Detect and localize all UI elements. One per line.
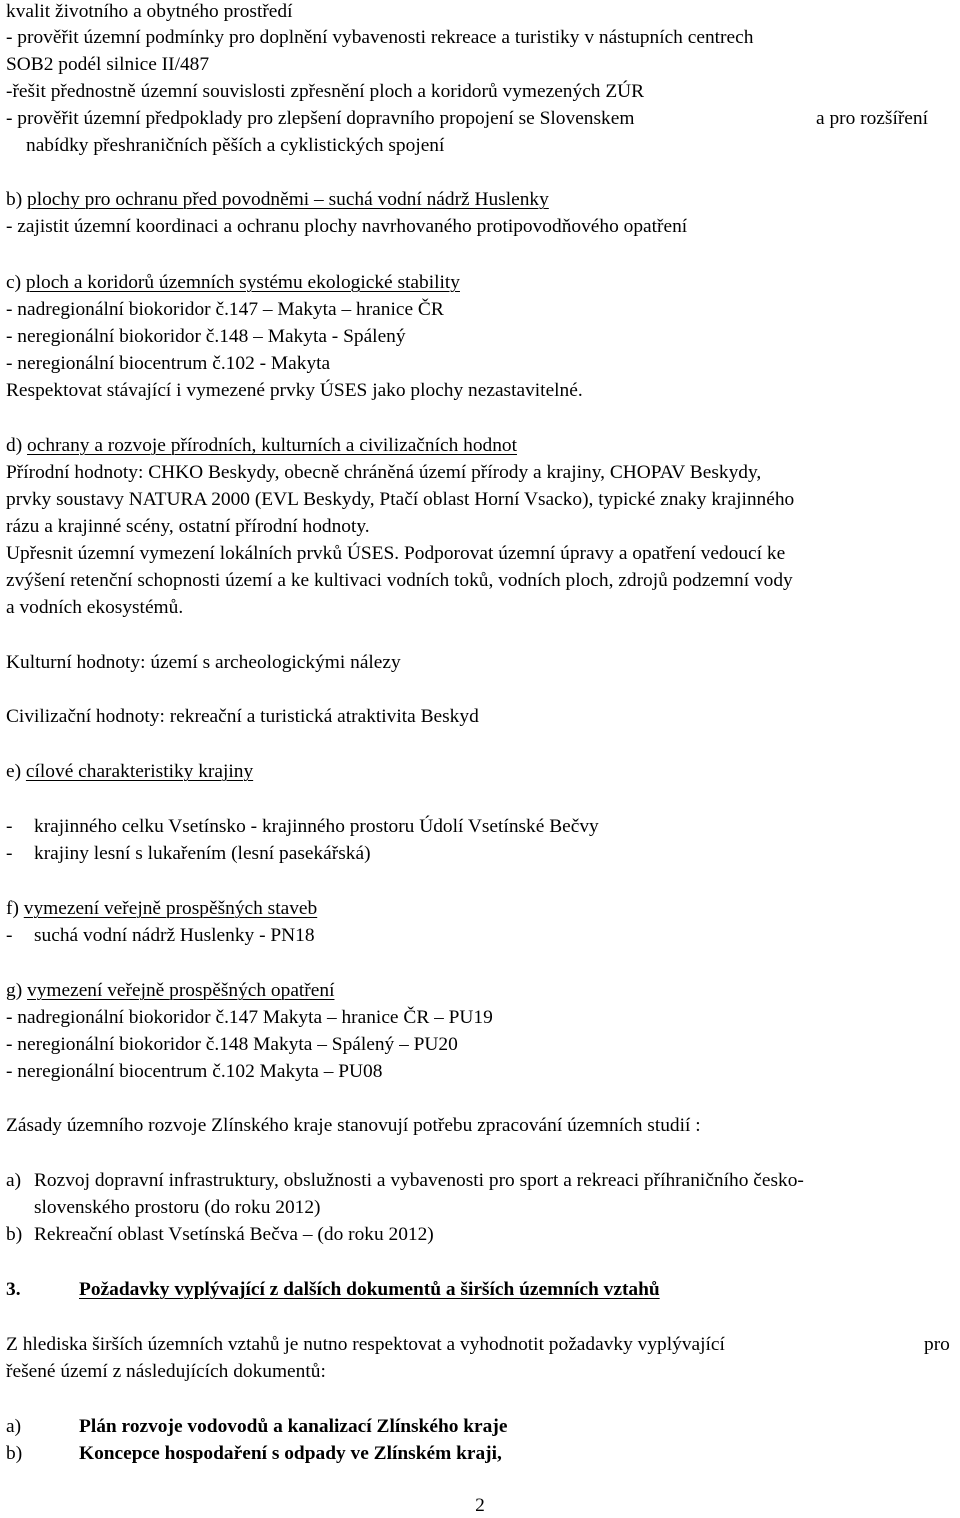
list-item-text: krajinného celku Vsetínsko - krajinného prostoru Údolí Vsetínské Bečvy (34, 816, 599, 837)
list-item-text: Rekreační oblast Vsetínská Bečva – (do roku 2012) (34, 1224, 434, 1245)
section-g-item: - neregionální biokoridor č.148 Makyta – Spálený – PU20 (6, 1034, 458, 1055)
chapter-paragraph-line: Z hlediska širších územních vztahů je nutno respektovat a vyhodnotit požadavky vyplývající (6, 1334, 725, 1355)
chapter-paragraph-line: řešené území z následujících dokumentů: (6, 1361, 326, 1382)
section-b-heading (6, 188, 549, 212)
list-item-text: krajiny lesní s lukařením (lesní pasekářská) (34, 843, 371, 864)
intro-line-3: SOB2 podél silnice II/487 (6, 54, 210, 75)
list-item-text: suchá vodní nádrž Huslenky - PN18 (34, 925, 315, 946)
section-c-item: - neregionální biocentrum č.102 - Makyta (6, 353, 331, 374)
section-g-title: vymezení veřejně prospěšných opatření (27, 980, 335, 1001)
paragraph-line: Přírodní hodnoty: CHKO Beskydy, obecně chráněná území přírody a krajiny, CHOPAV Beskydy, (6, 462, 762, 483)
list-item-text: Rozvoj dopravní infrastruktury, obslužnosti a vybavenosti pro sport a rekreaci příhraničního česko- (34, 1170, 804, 1191)
intro-line-5: - prověřit územní předpoklady pro zlepšení dopravního propojení se Slovenskem (6, 108, 635, 129)
chapter-paragraph-line-end: pro (924, 1334, 950, 1355)
section-g-item: - nadregionální biokoridor č.147 Makyta – hranice ČR – PU19 (6, 1007, 493, 1028)
section-c-note: Respektovat stávající i vymezené prvky ÚSES jako plochy nezastavitelné. (6, 380, 583, 401)
section-f-prefix: f) (6, 898, 24, 919)
list-marker: - (6, 925, 13, 946)
list-marker: b) (6, 1224, 23, 1245)
list-marker: a) (6, 1416, 22, 1437)
section-b-prefix: b) (6, 189, 28, 210)
intro-line-2: - prověřit územní podmínky pro doplnění vybavenosti rekreace a turistiky v nástupních centrech (6, 27, 754, 48)
section-c-item: - neregionální biokoridor č.148 – Makyta - Spálený (6, 326, 406, 347)
section-e-title: cílové charakteristiky krajiny (25, 761, 254, 782)
list-marker: b) (6, 1443, 23, 1464)
list-item (6, 1442, 502, 1466)
section-g-heading (6, 979, 334, 1003)
list-item (6, 1415, 508, 1439)
section-e-heading (6, 760, 253, 784)
intro-line-4: -řešit přednostně územní souvislosti zpřesnění ploch a koridorů vymezených ZÚR (6, 81, 645, 102)
list-item (6, 924, 315, 948)
paragraph-line: prvky soustavy NATURA 2000 (EVL Beskydy, Ptačí oblast Horní Vsacko), typické znaky krajinného (6, 489, 795, 510)
intro-line-5-end: a pro rozšíření (816, 108, 928, 129)
list-item-continuation: slovenského prostoru (do roku 2012) (34, 1197, 321, 1218)
section-g-prefix: g) (6, 980, 28, 1001)
section-b-title: plochy pro ochranu před povodněmi – suchá vodní nádrž Huslenky (27, 189, 549, 210)
zasady-intro: Zásady územního rozvoje Zlínského kraje stanovují potřebu zpracování územních studií : (6, 1115, 701, 1136)
section-d-prefix: d) (6, 435, 28, 456)
section-f-heading (6, 897, 317, 921)
list-marker: - (6, 816, 13, 837)
list-item-text: Koncepce hospodaření s odpady ve Zlínském kraji, (79, 1443, 502, 1464)
section-f-title: vymezení veřejně prospěšných staveb (23, 898, 318, 919)
intro-line-1: kvalit životního a obytného prostředí (6, 1, 293, 22)
list-item (6, 842, 371, 866)
section-c-heading (6, 271, 460, 295)
chapter-number: 3. (6, 1279, 21, 1300)
list-item (6, 815, 599, 839)
civilizacni-hodnoty: Civilizační hodnoty: rekreační a turistická atraktivita Beskyd (6, 706, 479, 727)
list-item (6, 1223, 434, 1247)
page-number: 2 (475, 1495, 485, 1516)
section-g-item: - neregionální biocentrum č.102 Makyta – PU08 (6, 1061, 383, 1082)
section-c-prefix: c) (6, 272, 26, 293)
section-c-item: - nadregionální biokoridor č.147 – Makyta – hranice ČR (6, 299, 444, 320)
chapter-title: Požadavky vyplývající z dalších dokumentů a širších územních vztahů (79, 1279, 660, 1300)
paragraph-line: Upřesnit územní vymezení lokálních prvků ÚSES. Podporovat územní úpravy a opatření vedoucí ke (6, 543, 786, 564)
list-item (6, 1169, 804, 1193)
list-item-text: Plán rozvoje vodovodů a kanalizací Zlínského kraje (79, 1416, 508, 1437)
paragraph-line: rázu a krajinné scény, ostatní přírodní hodnoty. (6, 516, 370, 537)
paragraph-line: zvýšení retenční schopnosti území a ke kultivaci vodních toků, vodních ploch, zdrojů podzemní vody (6, 570, 793, 591)
paragraph-line: a vodních ekosystémů. (6, 597, 184, 618)
section-b-item: - zajistit územní koordinaci a ochranu plochy navrhovaného protipovodňového opatření (6, 216, 688, 237)
section-e-prefix: e) (6, 761, 26, 782)
intro-line-6: nabídky přeshraničních pěších a cyklistických spojení (26, 135, 445, 156)
kulturni-hodnoty: Kulturní hodnoty: území s archeologickými nálezy (6, 652, 401, 673)
list-marker: - (6, 843, 13, 864)
section-c-title: ploch a koridorů územních systému ekologické stability (25, 272, 460, 293)
list-marker: a) (6, 1170, 22, 1191)
section-d-title: ochrany a rozvoje přírodních, kulturních a civilizačních hodnot (27, 435, 517, 456)
section-d-heading (6, 434, 517, 458)
